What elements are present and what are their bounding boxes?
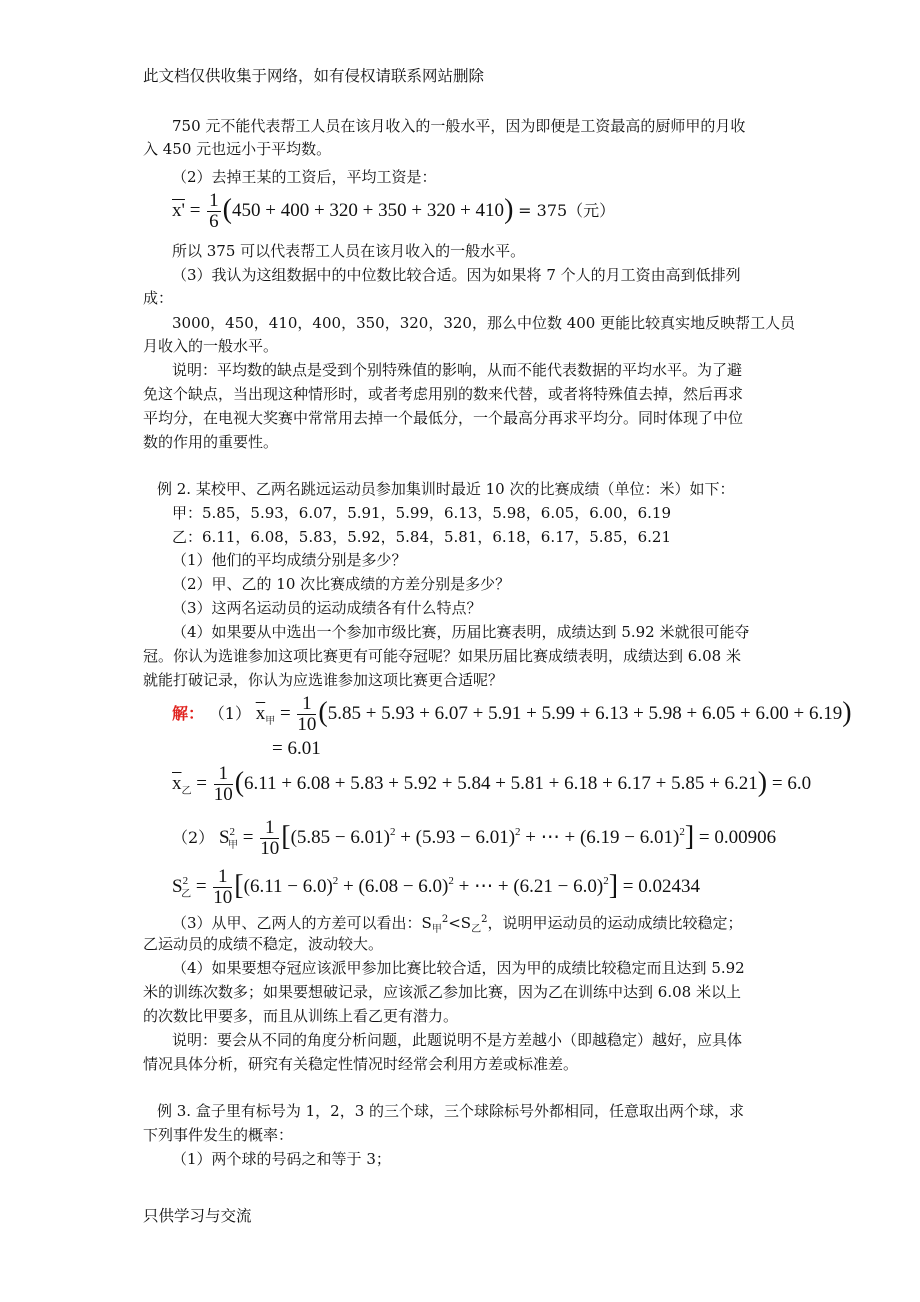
paragraph-line: （3）我认为这组数据中的中位数比较合适。因为如果将 7 个人的月工资由高到低排列: [172, 266, 741, 284]
paragraph-line: 情况具体分析，研究有关稳定性情况时经常会利用方差或标准差。: [143, 1055, 579, 1073]
question-line: （1）两个球的号码之和等于 3；: [172, 1150, 391, 1168]
question-line: （3）这两名运动员的运动成绩各有什么特点？: [172, 599, 482, 617]
equation-mean-jia: 解： （1） $\overline{x}_甲$ = $\frac{1}{10}$ (5.85 + 5.93 + 6.07 + 5.91 + 5.99 + 6.13 + 5.98 + 6.05 + 6.00 + 6.19): [172, 693, 852, 736]
paragraph-line: （3）从甲、乙两人的方差可以看出：$S_甲^2<S_乙^2$，说明甲运动员的运动成绩比较稳定；: [172, 914, 743, 935]
paragraph-line: 免这个缺点，当出现这种情形时，或者考虑用别的数来代替，或者将特殊值去掉，然后再求: [143, 385, 744, 403]
equation-body: 5.85 + 5.93 + 6.07 + 5.91 + 5.99 + 6.13 + 5.98 + 6.05 + 6.00 + 6.19: [327, 703, 843, 724]
example-title: 例 3. 盒子里有标号为 1，2，3 的三个球，三个球除标号外都相同，任意取出两个球，求: [157, 1102, 745, 1120]
paragraph-line: 说明：平均数的缺点是受到个别特殊值的影响，从而不能代表数据的平均水平。为了避: [172, 361, 743, 379]
equation-result: = 375（元）: [518, 201, 616, 220]
paragraph-line: 平均分，在电视大奖赛中常常用去掉一个最低分，一个最高分再求平均分。同时体现了中位: [143, 409, 744, 427]
equation-variance-yi: $S^2_乙$ = $\frac{1}{10}$ [$(6.11 - 6.0)^2 + (6.08 - 6.0)^2$ + ⋯ + $(6.21 - 6.0)^2] = 0.02434$: [172, 866, 700, 909]
equation-result: = 6.01: [272, 738, 321, 759]
question-line: 冠。你认为选谁参加这项比赛更有可能夺冠呢？如果历届比赛成绩表明，成绩达到 6.08 米: [143, 647, 741, 665]
fraction: $\frac{1}{6}$: [209, 190, 219, 233]
paragraph-line: 乙运动员的成绩不稳定，波动较大。: [143, 935, 384, 953]
equation-result: = 0.02434: [622, 876, 700, 897]
fraction: $\frac{1}{10}$: [213, 763, 233, 806]
paragraph-line: 成：: [143, 289, 174, 307]
paragraph-line: （2）去掉王某的工资后，平均工资是：: [172, 168, 437, 186]
equation-result: = 6.0: [771, 773, 812, 794]
paragraph-line: 数的作用的重要性。: [143, 433, 279, 451]
paragraph-line: 所以 375 可以代表帮工人员在该月收入的一般水平。: [172, 242, 526, 260]
question-line: （4）如果要从中选出一个参加市级比赛，历届比赛表明，成绩达到 5.92 米就很可能夺: [172, 623, 750, 641]
data-line-yi: 乙：6.11，6.08，5.83，5.92，5.84，5.81，6.18，6.17，5.85，6.21: [172, 528, 671, 546]
paragraph-line: 说明：要会从不同的角度分析问题，此题说明不是方差越小（即越稳定）越好，应具体: [172, 1031, 743, 1049]
mean-symbol: x': [172, 200, 185, 221]
data-line-jia: 甲：5.85，5.93，6.07，5.91，5.99，6.13，5.98，6.05，6.00，6.19: [172, 504, 671, 522]
equation-variance-jia: （2） $S^2_甲$ = $\frac{1}{10}$ [$(5.85 - 6.01)^2 + (5.93 - 6.01)^2$ + ⋯ + $(6.19 - 6.01)^2] = 0.00906$: [172, 817, 777, 860]
equation-mean-adjusted: x' = $\frac{1}{6}$ (450 + 400 + 320 + 350 + 320 + 410) = 375（元）: [172, 190, 616, 233]
fraction: $\frac{1}{10}$: [213, 866, 233, 909]
page-footer: 只供学习与交流: [143, 1207, 252, 1225]
question-line: （2）甲、乙的 10 次比赛成绩的方差分别是多少？: [172, 575, 511, 593]
part-label: （2）: [172, 828, 215, 847]
solution-label: 解：: [172, 704, 205, 723]
paragraph-line: 下列事件发生的概率：: [143, 1126, 294, 1144]
equation-body: 450 + 400 + 320 + 350 + 320 + 410: [231, 200, 505, 221]
equation-body: 6.11 + 6.08 + 5.83 + 5.92 + 5.84 + 5.81 + 6.18 + 6.17 + 5.85 + 6.21: [244, 773, 758, 794]
question-line: （1）他们的平均成绩分别是多少？: [172, 551, 407, 569]
question-line: 就能打破记录，你认为应选谁参加这项比赛更合适呢？: [143, 671, 504, 689]
example-title: 例 2. 某校甲、乙两名跳远运动员参加集训时最近 10 次的比赛成绩（单位：米）如下：: [157, 480, 735, 498]
page-header: 此文档仅供收集于网络，如有侵权请联系网站删除: [143, 67, 485, 85]
equation-mean-yi: $\overline{x}_乙$ = $\frac{1}{10}$ (6.11 + 6.08 + 5.83 + 5.92 + 5.84 + 5.81 + 6.18 + 6.17 + 5.85 + 6.21) = 6.0: [172, 763, 812, 806]
part-label: （1）: [208, 704, 251, 723]
paragraph-line: 入 450 元也远小于平均数。: [143, 140, 332, 158]
paragraph-line: （4）如果要想夺冠应该派甲参加比赛比较合适，因为甲的成绩比较稳定而且达到 5.92: [172, 959, 745, 977]
fraction: $\frac{1}{10}$: [297, 693, 317, 736]
paragraph-line: 月收入的一般水平。: [143, 337, 279, 355]
paragraph-line: 750 元不能代表帮工人员在该月收入的一般水平，因为即便是工资最高的厨师甲的月收: [172, 117, 746, 135]
equation-result: = 0.00906: [698, 827, 777, 848]
fraction: $\frac{1}{10}$: [260, 817, 280, 860]
paragraph-line: 3000，450，410，400，350，320，320，那么中位数 400 更能比较真实地反映帮工人员: [172, 314, 796, 332]
paragraph-line: 的次数比甲要多，而且从训练上看乙更有潜力。: [143, 1007, 459, 1025]
paragraph-line: 米的训练次数多；如果要想破记录，应该派乙参加比赛，因为乙在训练中达到 6.08 米以上: [143, 983, 741, 1001]
